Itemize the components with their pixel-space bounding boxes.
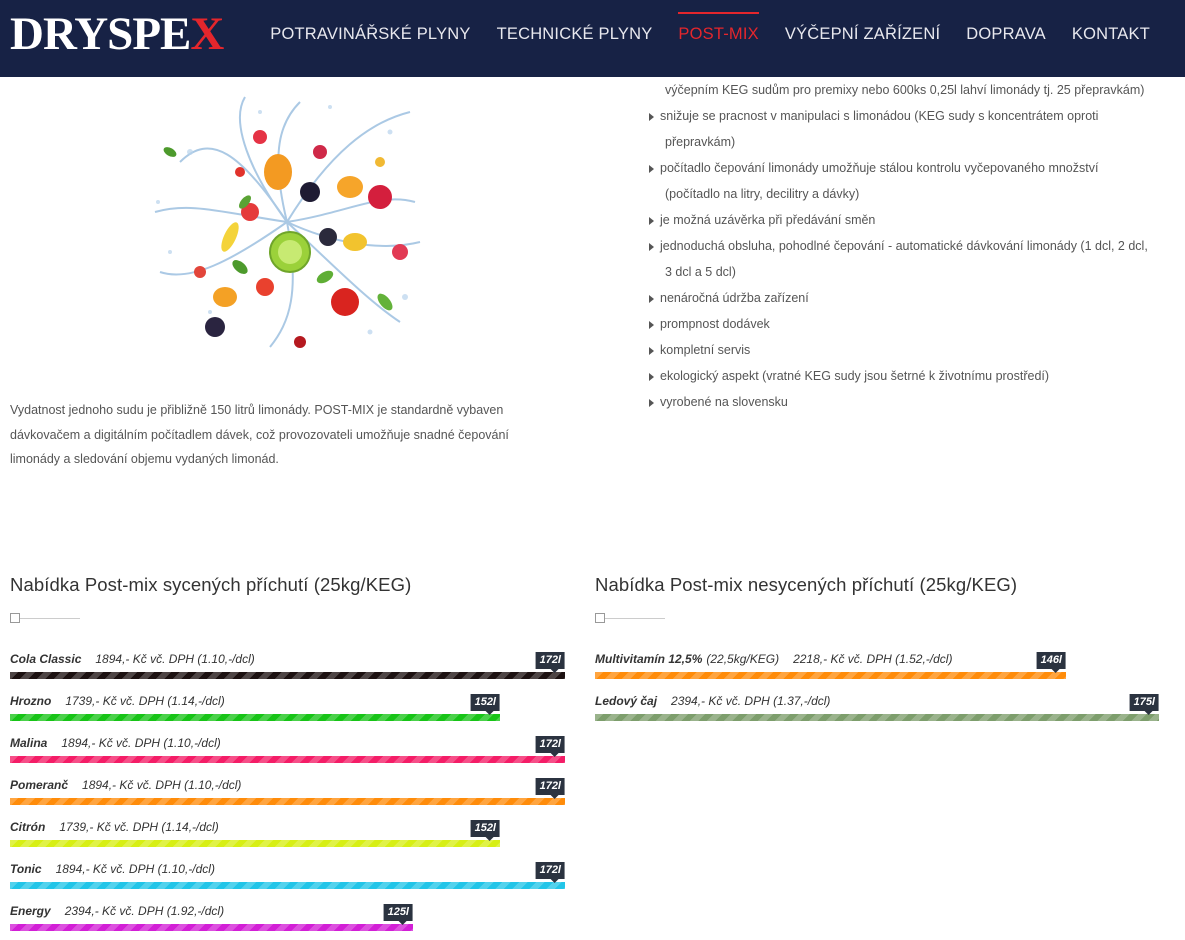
flavor-label <box>10 862 215 876</box>
volume-tag: 172l <box>536 778 565 795</box>
feature-text: prompnost dodávek <box>660 317 770 331</box>
flavor-name: Citrón <box>10 820 46 834</box>
flavor-name: Tonic <box>10 862 42 876</box>
flavor-name: Energy <box>10 904 51 918</box>
feature-text: (počítadlo na litry, decilitry a dávky) <box>665 187 860 201</box>
volume-tag: 175l <box>1130 694 1159 711</box>
feature-text: nenáročná údržba zařízení <box>660 291 809 305</box>
triangle-bullet-icon <box>649 347 654 355</box>
volume-tag: 125l <box>384 904 413 921</box>
flavor-bar-item <box>595 694 1159 720</box>
flavor-label <box>10 778 241 792</box>
volume-tag: 172l <box>536 862 565 879</box>
flavor-price: 2218,- Kč vč. DPH (1.52,-/dcl) <box>793 652 953 666</box>
flavor-label <box>10 736 221 750</box>
fruit-splash-image <box>150 92 425 357</box>
site-header <box>0 0 1185 77</box>
flavor-keg-weight: (22,5kg/KEG) <box>706 652 780 666</box>
main-nav <box>270 0 1150 77</box>
flavor-price: 1894,- Kč vč. DPH (1.10,-/dcl) <box>61 736 221 750</box>
flavor-price: 1739,- Kč vč. DPH (1.14,-/dcl) <box>65 694 225 708</box>
triangle-bullet-icon <box>649 113 654 121</box>
feature-item <box>647 337 1167 363</box>
flavor-name: Ledový čaj <box>595 694 658 708</box>
feature-item <box>647 207 1167 233</box>
flavor-label <box>595 694 830 708</box>
flavor-price: 1739,- Kč vč. DPH (1.14,-/dcl) <box>59 820 219 834</box>
section-divider <box>595 613 665 623</box>
triangle-bullet-icon <box>649 243 654 251</box>
feature-item <box>647 129 1167 155</box>
feature-item <box>647 155 1167 181</box>
feature-text: je možná uzávěrka při předávání směn <box>660 213 876 227</box>
post-mix-description: Vydatnost jednoho sudu je přibližně 150 litrů limonády. POST-MIX je standardně vybaven dávkovačem a digitálním počítadlem dávek, což provozovateli umožňuje snadné čepování limonády a sledování objemu vydaných limonád. <box>10 403 509 466</box>
nav-item-2[interactable]: TECHNICKÉ PLYNY <box>496 25 653 43</box>
logo-text: DRYSPE <box>10 8 191 60</box>
flavor-bar-item <box>595 652 1159 678</box>
feature-text: jednoduchá obsluha, pohodlné čepování - automatické dávkování limonády (1 dcl, 2 dcl, <box>660 239 1148 253</box>
feature-list <box>647 77 1167 415</box>
flavor-bar-item <box>10 736 565 762</box>
feature-text: vyrobené na slovensku <box>660 395 788 409</box>
feature-item <box>647 311 1167 337</box>
feature-text: počítadlo čepování limonády umožňuje stálou kontrolu vyčepovaného množství <box>660 161 1099 175</box>
flavor-price: 2394,- Kč vč. DPH (1.37,-/dcl) <box>671 694 831 708</box>
flavor-name: Hrozno <box>10 694 52 708</box>
nav-item-3[interactable]: POST-MIX <box>678 0 758 77</box>
triangle-bullet-icon <box>649 295 654 303</box>
feature-item <box>647 103 1167 129</box>
flavor-label <box>595 652 952 666</box>
volume-tag: 152l <box>471 694 500 711</box>
flavor-label <box>10 820 219 834</box>
nav-item-1[interactable]: POTRAVINÁŘSKÉ PLYNY <box>270 25 471 43</box>
flavor-name: Cola Classic <box>10 652 82 666</box>
triangle-bullet-icon <box>649 217 654 225</box>
flavor-bar-item <box>10 904 565 930</box>
feature-item <box>647 363 1167 389</box>
noncarbonated-section-title: Nabídka Post-mix nesycených příchutí (25kg/KEG) <box>595 574 1018 595</box>
triangle-bullet-icon <box>649 165 654 173</box>
flavor-bar-item <box>10 694 565 720</box>
volume-tag: 172l <box>536 736 565 753</box>
feature-item <box>647 77 1167 103</box>
feature-text: výčepním KEG sudům pro premixy nebo 600ks 0,25l lahví limonády tj. 25 přepravkám) <box>665 83 1145 97</box>
volume-tag: 146l <box>1037 652 1066 669</box>
flavor-price: 1894,- Kč vč. DPH (1.10,-/dcl) <box>82 778 242 792</box>
flavor-bar-item <box>10 778 565 804</box>
section-divider <box>10 613 80 623</box>
volume-tag: 152l <box>471 820 500 837</box>
feature-text: přepravkám) <box>665 135 736 149</box>
flavor-label <box>10 694 225 708</box>
flavor-bar-item <box>10 652 565 678</box>
flavor-name: Pomeranč <box>10 778 69 792</box>
dryspex-logo[interactable] <box>10 8 224 60</box>
flavor-price: 1894,- Kč vč. DPH (1.10,-/dcl) <box>95 652 255 666</box>
flavor-price: 1894,- Kč vč. DPH (1.10,-/dcl) <box>55 862 215 876</box>
flavor-bar-item <box>10 820 565 846</box>
logo-accent: X <box>190 8 224 60</box>
carbonated-section-title: Nabídka Post-mix sycených příchutí (25kg/KEG) <box>10 574 412 595</box>
feature-text: ekologický aspekt (vratné KEG sudy jsou šetrné k životnímu prostředí) <box>660 369 1050 383</box>
flavor-price: 2394,- Kč vč. DPH (1.92,-/dcl) <box>64 904 225 918</box>
feature-text: kompletní servis <box>660 343 751 357</box>
flavor-label <box>10 652 255 666</box>
feature-item <box>647 233 1167 259</box>
nav-item-4[interactable]: VÝČEPNÍ ZAŘÍZENÍ <box>784 25 941 43</box>
triangle-bullet-icon <box>649 399 654 407</box>
feature-text: snižuje se pracnost v manipulaci s limonádou (KEG sudy s koncentrátem oproti <box>660 109 1099 123</box>
nav-item-5[interactable]: DOPRAVA <box>966 25 1046 43</box>
flavor-label <box>10 904 224 918</box>
triangle-bullet-icon <box>649 321 654 329</box>
flavor-name: Multivitamín 12,5% <box>595 652 703 666</box>
nav-item-6[interactable]: KONTAKT <box>1071 25 1150 43</box>
volume-tag: 172l <box>536 652 565 669</box>
feature-item <box>647 181 1167 207</box>
triangle-bullet-icon <box>649 373 654 381</box>
feature-item <box>647 389 1167 415</box>
flavor-name: Malina <box>10 736 48 750</box>
feature-text: 3 dcl a 5 dcl) <box>665 265 736 279</box>
feature-item <box>647 259 1167 285</box>
feature-item <box>647 285 1167 311</box>
flavor-bar-item <box>10 862 565 888</box>
